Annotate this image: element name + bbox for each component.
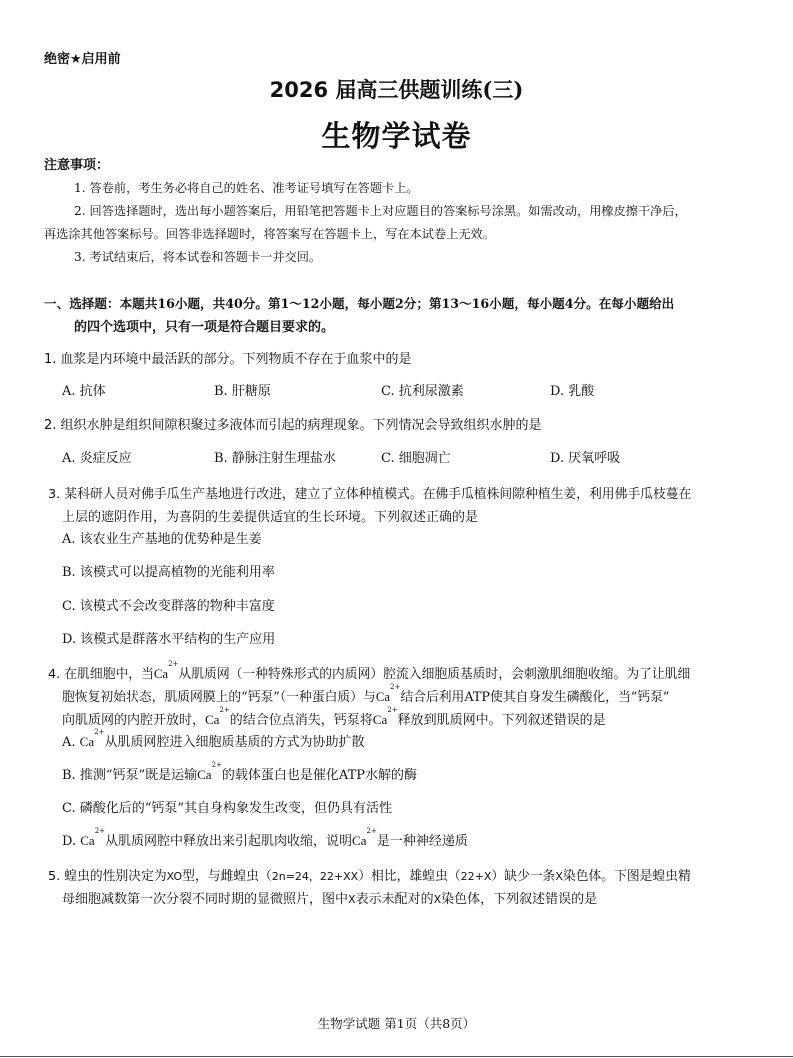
- question-4-stem-line2: 胞恢复初始状态，肌质网膜上的“钙泵”（一种蛋白质）与$Ca^{2+}$结合后利用ATP使其自身发生磷酸化，当“钙泵”: [62, 683, 670, 705]
- notice-item-2-cont: 再选涂其他答案标号。回答非选择题时，将答案写在答题卡上，写在本试卷上无效。: [44, 227, 495, 241]
- notice-heading: 注意事项：: [44, 158, 110, 173]
- q3-option-b: B. 该模式可以提高植物的光能利用率: [62, 565, 275, 580]
- q2-option-b: B. 静脉注射生理盐水: [214, 451, 336, 466]
- question-3-stem-cont: 上层的遮阴作用，为喜阴的生姜提供适宜的生长环境。下列叙述正确的是: [62, 510, 479, 525]
- q1-option-b: B. 肝糖原: [214, 384, 271, 399]
- question-5-stem-line1: 5. 蝗虫的性别决定为XO型，与雌蝗虫（2n=24，22+XX）相比，雄蝗虫（22+X）缺少一条X染色体。下图是蝗虫精: [48, 869, 691, 884]
- q3-option-a: A. 该农业生产基地的优势种是生姜: [62, 532, 262, 547]
- subject-title: 生物学试卷: [321, 119, 472, 153]
- question-4-stem-line1: 4. 在肌细胞中，当$Ca^{2+}$从肌质网（一种特殊形式的内质网）腔流入细胞质基质时，会刺激肌细胞收缩。为了让肌细: [48, 660, 691, 682]
- section-heading-cont: 的四个选项中，只有一项是符合题目要求的。: [74, 320, 335, 335]
- question-2-stem: 2. 组织水肿是组织间隙积聚过多液体而引起的病理现象。下列情况会导致组织水肿的是: [44, 418, 542, 433]
- q4-option-b: B. 推测“钙泵”既是运输$Ca^{2+}$的载体蛋白也是催化ATP水解的酶: [62, 761, 418, 783]
- q1-option-a: A. 抗体: [62, 384, 106, 399]
- q1-option-d: D. 乳酸: [550, 384, 595, 399]
- exam-title: [0, 74, 793, 104]
- question-3-stem: 3. 某科研人员对佛手瓜生产基地进行改进，建立了立体种植模式。在佛手瓜植株间隙种植生姜，利用佛手瓜枝蔓在: [48, 487, 692, 502]
- q1-option-c: C. 抗利尿激素: [381, 384, 464, 399]
- question-4-stem-line3: 向肌质网的内腔开放时，$Ca^{2+}$的结合位点消失，钙泵将$Ca^{2+}$释放到肌质网中。下列叙述错误的是: [62, 706, 606, 728]
- q2-option-a: A. 炎症反应: [62, 451, 132, 466]
- q2-option-c: C. 细胞凋亡: [381, 451, 451, 466]
- q3-option-c: C. 该模式不会改变群落的物种丰富度: [62, 599, 275, 614]
- page-footer: 生物学试题 第1页（共8页）: [317, 1016, 476, 1031]
- notice-item-3: 3. 考试结束后，将本试卷和答题卡一并交回。: [74, 250, 322, 264]
- q2-option-d: D. 厌氧呼吸: [550, 451, 621, 466]
- bottom-divider: [0, 1056, 793, 1057]
- question-1-stem: 1. 血浆是内环境中最活跃的部分。下列物质不存在于血浆中的是: [44, 352, 412, 367]
- notice-item-2: 2. 回答选择题时，选出每小题答案后，用铅笔把答题卡上对应题目的答案标号涂黑。如需改动，用橡皮擦干净后，: [74, 204, 687, 218]
- q4-option-c: C. 磷酸化后的“钙泵”其自身构象发生改变，但仍具有活性: [62, 801, 393, 816]
- q4-option-d: D. $Ca^{2+}$从肌质网腔中释放出来引起肌肉收缩，说明$Ca^{2+}$是一种神经递质: [62, 827, 468, 849]
- notice-item-1: 1. 答卷前，考生务必将自己的姓名、准考证号填写在答题卡上。: [74, 181, 419, 195]
- exam-title-text: 届高三供题训练(三): [335, 77, 524, 102]
- q4-option-a: A. $Ca^{2+}$从肌质网腔进入细胞质基质的方式为协助扩散: [62, 728, 365, 750]
- q3-option-d: D. 该模式是群落水平结构的生产应用: [62, 632, 276, 647]
- confidential-mark: 绝密★启用前: [44, 52, 121, 67]
- section-heading: 一、选择题：本题共16小题，共40分。第1～12小题，每小题2分；第13～16小题，每小题4分。在每小题给出: [44, 296, 675, 311]
- question-5-stem-line2: 母细胞减数第一次分裂不同时期的显微照片，图中X表示未配对的X染色体，下列叙述错误的是: [62, 892, 598, 907]
- exam-year: 2026: [269, 78, 329, 102]
